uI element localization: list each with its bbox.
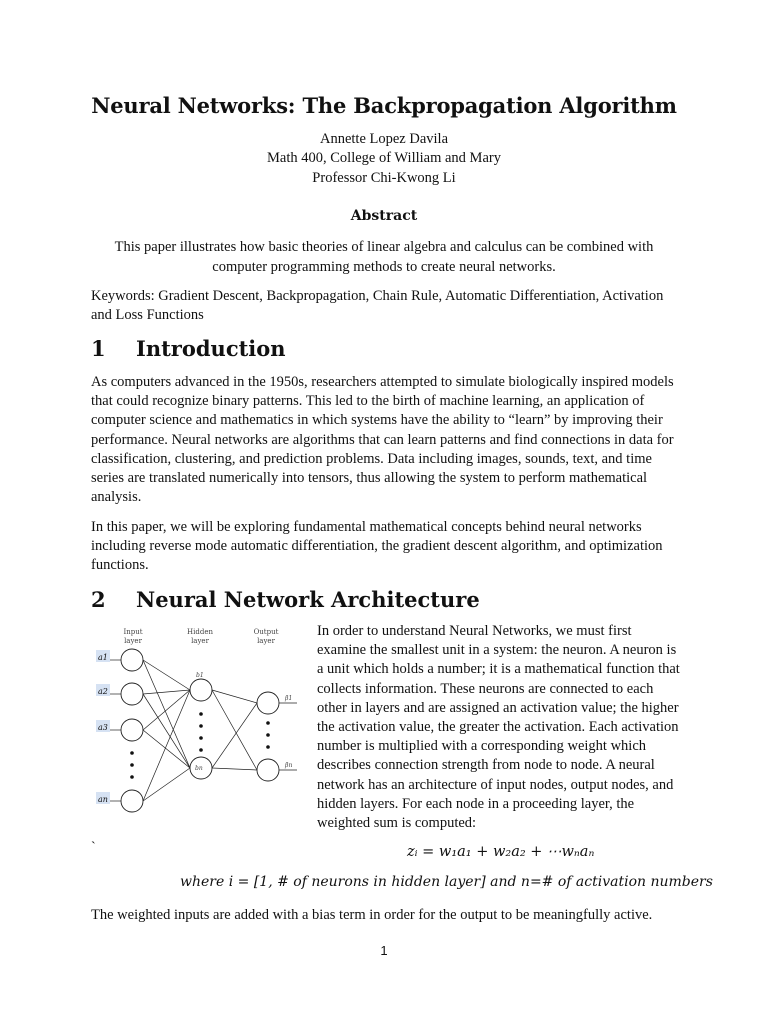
intro-paragraph-1: As computers advanced in the 1950s, researchers attempted to simulate biologically inspired models that could recognize binary patterns. This led to the birth of machine learning, an application of computer science and mathematics in which systems have the ability to “learn” by improving their performance. Neural networks are algorithms that can learn patterns and find connections in data for classification, clustering, and prediction problems. Data including images, sounds, text, and time series are translated numerically into tensors, thus allowing the system to perform mathematical analysis. — [91, 374, 674, 506]
output-node-label: β1 — [285, 695, 293, 702]
neural-network-diagram — [91, 620, 307, 826]
input-node-label: a3 — [98, 723, 108, 732]
hidden-layer-label: layer — [191, 637, 209, 645]
bias-paragraph: The weighted inputs are added with a bias term in order for the output to be meaningfully active. — [91, 907, 653, 923]
input-node — [121, 719, 143, 741]
output-node — [257, 692, 279, 714]
hidden-node — [190, 679, 212, 701]
author-name: Annette Lopez Davila — [319, 131, 449, 147]
input-layer-label: layer — [124, 637, 142, 645]
input-node-label: an — [98, 795, 108, 804]
page-number: 1 — [380, 943, 388, 958]
weighted-sum-equation: zᵢ = w₁a₁ + w₂a₂ + ⋯wₙaₙ — [407, 844, 595, 860]
equation-note: where i = [1, # of neurons in hidden layer] and n=# of activation numbers — [180, 874, 713, 890]
output-node-label: βn — [285, 762, 293, 769]
affiliation: Math 400, College of William and Mary — [267, 150, 501, 166]
section-title: Introduction — [136, 336, 286, 361]
abstract-heading: Abstract — [350, 208, 418, 224]
input-layer-label: Input — [123, 628, 143, 636]
section-1-heading — [91, 336, 286, 361]
abstract-text: This paper illustrates how basic theories of linear algebra and calculus can be combined with computer programming methods to create neural networks. — [114, 239, 654, 275]
intro-paragraph-2: In this paper, we will be exploring fundamental mathematical concepts behind neural networks including reverse mode automatic differentiation, the gradient descent algorithm, and optimization functions. — [91, 519, 663, 574]
hidden-node-label: bn — [195, 765, 203, 772]
input-node — [121, 790, 143, 812]
stray-backtick: ` — [91, 840, 96, 855]
output-layer-label: layer — [257, 637, 275, 645]
section-number: 2 — [91, 587, 106, 612]
section-2-heading — [91, 587, 480, 612]
advisor: Professor Chi-Kwong Li — [312, 170, 456, 186]
hidden-node-label: b1 — [196, 672, 204, 679]
output-layer-label: Output — [253, 628, 279, 636]
hidden-layer-label: Hidden — [187, 628, 213, 636]
input-node — [121, 649, 143, 671]
input-node-label: a2 — [98, 687, 108, 696]
keywords: Keywords: Gradient Descent, Backpropagation, Chain Rule, Automatic Differentiation, Activation and Loss Functions — [91, 288, 664, 324]
section-title: Neural Network Architecture — [136, 587, 480, 612]
input-node-label: a1 — [98, 653, 108, 662]
architecture-paragraph: In order to understand Neural Networks, we must first examine the smallest unit in a system: the neuron. A neuron is a unit which holds a number; it is a mathematical function that collects information. These neurons are connected to each other in layers and are assigned an activation value; the higher the activation value, the greater the activation. Each activation number is multiplied with a corresponding weight which describes connection strength from node to node. A neural network has an architecture of input nodes, output nodes, and hidden layers. For each node in a proceeding layer, the weighted sum is computed: — [317, 623, 680, 832]
section-number: 1 — [91, 336, 106, 361]
output-node — [257, 759, 279, 781]
paper-title: Neural Networks: The Backpropagation Algorithm — [91, 93, 677, 118]
input-node — [121, 683, 143, 705]
